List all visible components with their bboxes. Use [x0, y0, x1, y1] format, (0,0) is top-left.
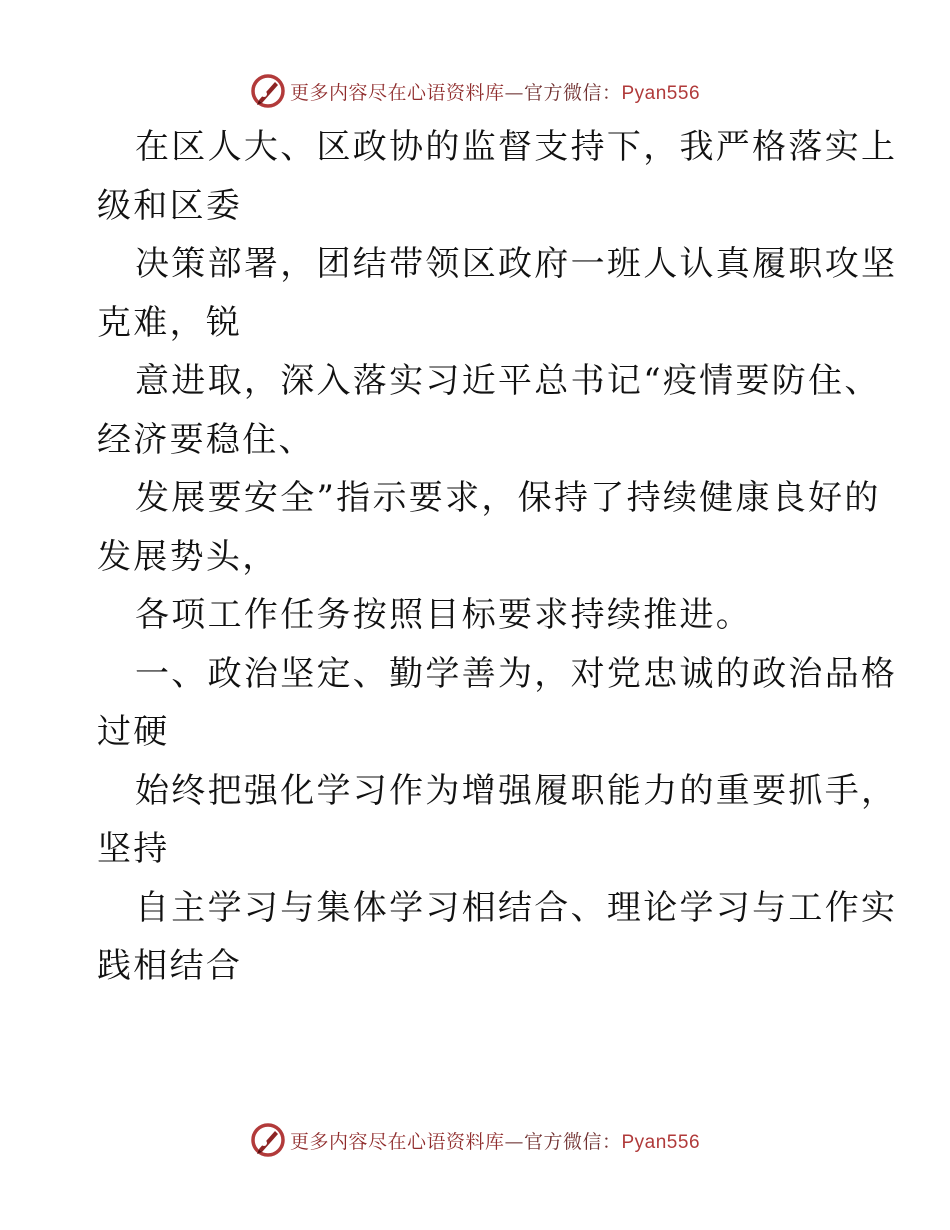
- section-heading-line: 一、政治坚定、勤学善为，对党忠诚的政治品格: [135, 653, 898, 694]
- body-line: 坚持: [97, 829, 170, 869]
- body-line: 决策部署，团结带领区政府一班人认真履职攻坚: [135, 244, 898, 284]
- body-line: 践相结合: [97, 946, 243, 986]
- header-main-text: 更多内容尽在心语资料库: [289, 81, 505, 104]
- header-banner: [0, 71, 950, 111]
- pen-logo-icon: [250, 1122, 286, 1158]
- body-line: 发展势头，: [97, 536, 279, 577]
- body-line: 在区人大、区政协的监督支持下，我严格落实上: [135, 127, 898, 167]
- header-wechat-label: 官方微信：: [523, 81, 622, 104]
- body-line: 发展要安全”指示要求，保持了持续健康良好的: [135, 478, 881, 518]
- header-wechat-id: Pyan556: [621, 82, 701, 104]
- body-line: 克难，锐: [97, 302, 243, 343]
- footer-separator: —: [504, 1130, 524, 1153]
- document-body: [97, 118, 898, 996]
- body-line: 级和区委: [97, 185, 243, 226]
- footer-banner: [0, 1120, 950, 1160]
- footer-text: [290, 1127, 700, 1154]
- footer-wechat-id: Pyan556: [621, 1131, 701, 1153]
- body-line: 始终把强化学习作为增强履职能力的重要抓手，: [135, 770, 898, 811]
- body-line: 经济要稳住、: [97, 419, 315, 460]
- footer-wechat-label: 官方微信：: [523, 1130, 622, 1153]
- header-separator: —: [504, 81, 524, 104]
- header-text: [290, 78, 700, 105]
- section-heading-line: 过硬: [97, 712, 170, 752]
- body-line: 自主学习与集体学习相结合、理论学习与工作实: [135, 887, 898, 928]
- body-line: 意进取，深入落实习近平总书记“疫情要防住、: [135, 361, 881, 401]
- body-line: 各项工作任务按照目标要求持续推进。: [135, 595, 753, 635]
- pen-logo-icon: [250, 73, 286, 109]
- footer-main-text: 更多内容尽在心语资料库: [289, 1130, 505, 1153]
